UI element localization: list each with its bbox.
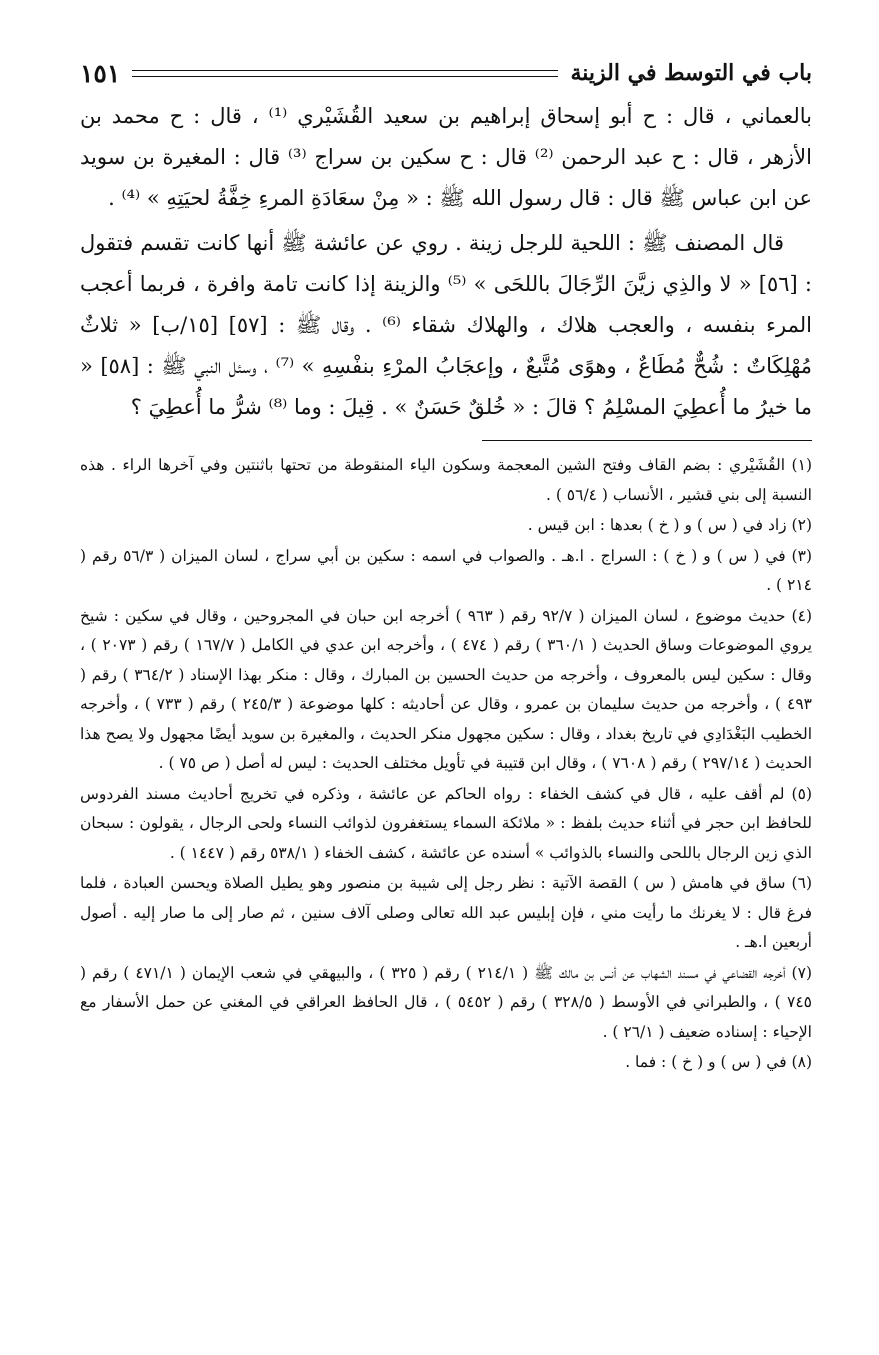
footnote-separator <box>482 440 812 441</box>
main-text <box>80 96 812 428</box>
footnote-2: (٢) زاد في ( س ) و ( خ ) بعدها : ابن قيس . <box>527 516 812 534</box>
footnote-8: (٨) في ( س ) و ( خ ) : فما . <box>625 1053 812 1071</box>
page <box>80 56 812 1079</box>
page-number: ١٥١ <box>80 58 121 88</box>
footnote-5: (٥) لم أقف عليه ، قال في كشف الخفاء : رواه الحاكم عن عائشة ، وذكره في تخريج أحاديث مسند الفردوس للحافظ ابن حجر في أثناء حديث بلفظ : « ملائكة السماء يستغفرون لذوائب النساء ولحى الرجال ، يقولون : سبحان الذي زين الرجال باللحى والنساء بالذوائب » أسنده عن عائشة ، كشف الخفاء ( ٥٣٨/١ رقم ( ١٤٤٧ ) . <box>80 784 812 862</box>
chapter-title: باب في التوسط في الزينة <box>570 60 812 86</box>
footnote-3: (٣) في ( س ) و ( خ ) : السراج . ا.هـ . والصواب في اسمه : سكين بن أبي سراج ، لسان الميزان ( ٥٦/٣ رقم ( ٢١٤ ) . <box>80 546 812 594</box>
footnote-6: (٦) ساق في هامش ( س ) القصة الآتية : نظر رجل إلى شيبة بن منصور وهو يطيل الصلاة ويحسن العبادة ، فلما فرغ قال : لا يغرنك ما رأيت مني ، فإن إبليس عبد الله تعالى وصلى آلاف سنين ، ثم صار إلى ما صار إليه . أصول أربعين ا.هـ . <box>80 874 812 951</box>
footnote-1: (١) القُشَيْري : بضم القاف وفتح الشين المعجمة وسكون الياء المنقوطة من تحتها باثنتين وفي آخرها الراء . هذه النسبة إلى بني قشير ، الأنساب ( ٥٦/٤ ) . <box>80 456 812 504</box>
footnote-4: (٤) حديث موضوع ، لسان الميزان ( ٩٢/٧ رقم ( ٩٦٣ ) أخرجه ابن حبان في المجروحين ، وقال في سكين : شيخ يروي الموضوعات وساق الحديث ( ٣٦٠/١ ) رقم ( ٤٧٤ ) ، وأخرجه ابن عدي في الكامل ( ١٦٧/٧ ) رقم ( ٢٠٧٣ ) ، وقال : سكين ليس بالمعروف ، وأخرجه من حديث الحسين بن المبارك ، وقال : منكر بهذا الإسناد ( ٣٦٤/٢ ) رقم ( ٤٩٣ ) ، وأخرجه من حديث سليمان بن عمرو ، وقال عن أحاديثه : كلها موضوعة ( ٢٤٥/٣ ) رقم ( ٧٣٣ ) ، وأخرجه الخطيب البَغْدَادِي في تاريخ بغداد ، وقال : سكين مجهول منكر الحديث ، والمغيرة بن سويد أيضًا مجهول ولا يصح هذا الحديث ( ٢٩٧/١٤ ) رقم ( ٧٦٠٨ ) ، وقال ابن قتيبة في تأويل مختلف الحديث : ليس له أصل ( ص ٧٥ ) . <box>80 606 813 772</box>
header-rule <box>132 70 558 77</box>
footnotes <box>80 451 812 1078</box>
main-paragraph-1: بالعماني ، قال : ح أبو إسحاق إبراهيم بن سعيد القُشَيْري ⁽¹⁾ ، قال : ح محمد بن الأزهر ، قال : ح عبد الرحمن ⁽²⁾ قال : ح سكين بن سراج ⁽³⁾ قال : المغيرة بن سويد عن ابن عباس ﷺ قال : قال رسول الله ﷺ : « مِنْ سعَادَةِ المرءِ خِفَّةُ لحيَتِهِ » ⁽⁴⁾ . <box>80 104 812 210</box>
running-header <box>80 56 812 90</box>
footnote-7: (٧) أخرجه القضاعي في مسند الشهاب عن أنس بن مالك ﷺ ( ٢١٤/١ ) رقم ( ٣٢٥ ) ، والبيهقي في شعب الإيمان ( ٤٧١/١ ) رقم ( ٧٤٥ ) ، والطبراني في الأوسط ( ٣٢٨/٥ ) رقم ( ٥٤٥٢ ) ، قال الحافظ العراقي في المغني عن حمل الأسفار مع الإحياء : إسناده ضعيف ( ٢٦/١ ) . <box>80 963 813 1041</box>
main-paragraph-2: قال المصنف ﷺ : اللحية للرجل زينة . روي عن عائشة ﷺ أنها كانت تقسم فتقول : [٥٦] « لا والذِي زيَّنَ الرِّجَالَ باللحَى » ⁽⁵⁾ والزينة إذا كانت تامة وافرة ، فربما أعجب المرء بنفسه ، والعجب هلاك ، والهلاك شقاء ⁽⁶⁾ . وقال ﷺ : [٥٧] [١٥/ب] « ثلاثٌ مُهْلِكَاتٌ : شُحٌّ مُطَاعٌ ، وهوًى مُتَّبعٌ ، وإعجَابُ المرْءِ بنفْسِهِ » ⁽⁷⁾ ، وسئل النبي ﷺ : [٥٨] « ما خيرُ ما أُعطِيَ المسْلِمُ ؟ قالَ : « خُلقٌ حَسَنٌ » . قِيلَ : وما ⁽⁸⁾ شرُّ ما أُعطِيَ ؟ <box>80 231 813 419</box>
